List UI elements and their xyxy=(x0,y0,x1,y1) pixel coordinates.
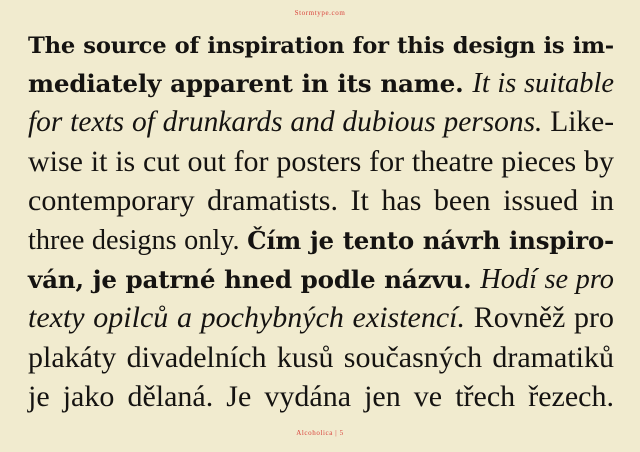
regular-text: Like- xyxy=(550,106,614,139)
bold-text: ván, je patrné hned podle názvu. xyxy=(28,265,481,295)
specimen-line xyxy=(28,377,614,416)
regular-text: wise it is cut out for posters for theatre pieces by xyxy=(28,144,614,178)
regular-text: three designs only. xyxy=(28,224,248,256)
specimen-line xyxy=(28,259,614,298)
bold-text: Čím je tento návrh inspiro- xyxy=(247,225,615,255)
italic-text: texty opilců a pochybných existencí. xyxy=(28,301,474,335)
regular-text: je jako dělaná. Je vydána jen ve třech řezech. xyxy=(28,379,614,413)
bold-text: mediately apparent in its name. xyxy=(28,69,473,99)
specimen-line xyxy=(28,338,614,377)
specimen-line xyxy=(28,181,614,220)
footer-caption: Alcoholica | 5 xyxy=(296,429,344,437)
regular-text: Rovněž pro xyxy=(473,301,614,335)
specimen-line xyxy=(28,220,614,259)
specimen-line xyxy=(28,63,614,102)
italic-text: It is suitable xyxy=(472,68,614,100)
specimen-line xyxy=(28,298,614,337)
specimen-line xyxy=(28,102,614,141)
specimen-text-block xyxy=(28,24,614,416)
specimen-line xyxy=(28,24,614,63)
italic-text: Hodí se pro xyxy=(480,264,614,296)
specimen-line xyxy=(28,142,614,181)
italic-text: for texts of drunkards and dubious persons. xyxy=(28,106,551,139)
bold-text: The source of inspiration for this design is im- xyxy=(28,33,614,59)
header-site-name: Stormtype.com xyxy=(294,9,346,17)
regular-text: plakáty divadelních kusů současných dramatiků xyxy=(28,340,614,374)
regular-text: contemporary dramatists. It has been issued in xyxy=(28,183,614,217)
